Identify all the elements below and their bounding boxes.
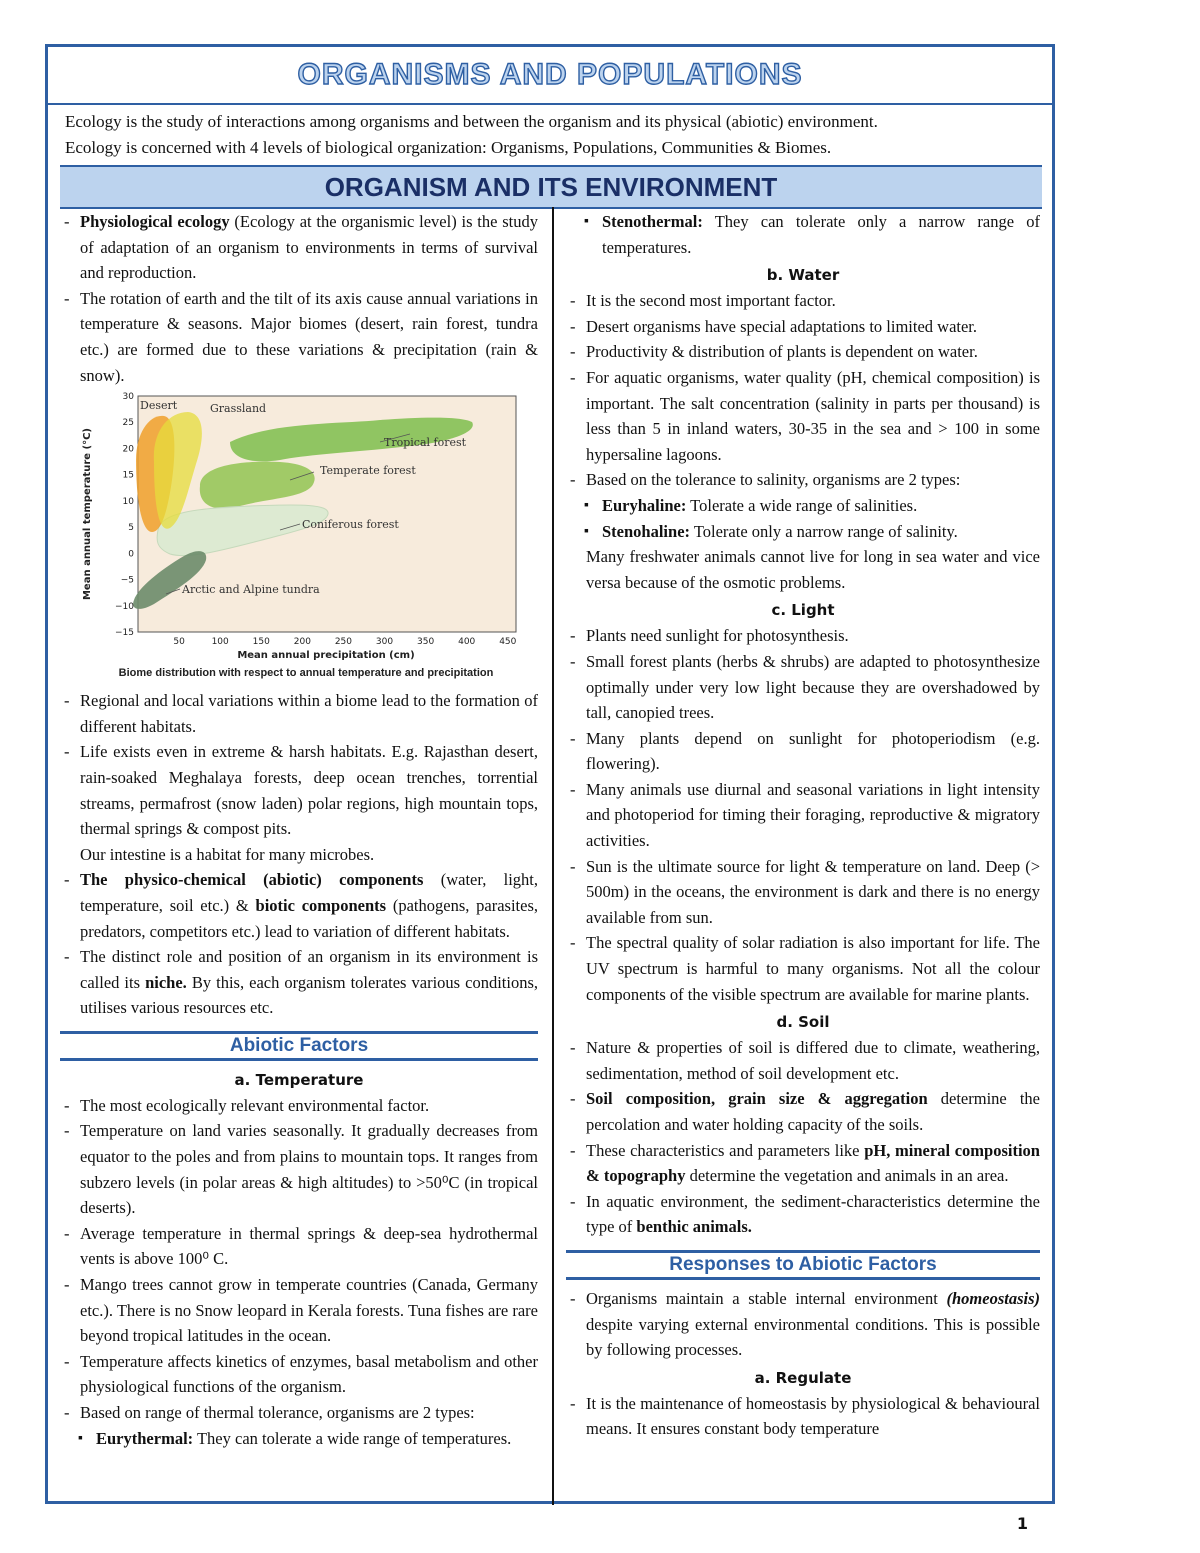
- text: They can tolerate a wide range of temperatures.: [193, 1428, 512, 1448]
- title-row: [48, 47, 1052, 105]
- intro: [65, 109, 1045, 161]
- y-tick-label: −10: [115, 601, 134, 612]
- list-item: - Sun is the ultimate source for light & temperature on land. Deep (> 500m) in the oceans, the environment is dark and there is no energy available from sun.: [566, 854, 1040, 931]
- list-item: [60, 867, 538, 944]
- y-tick-label: 30: [122, 392, 134, 403]
- x-tick-label: 50: [173, 637, 185, 648]
- list-item: - Average temperature in thermal springs & deep-sea hydrothermal vents is above 100⁰ C.: [60, 1221, 538, 1272]
- text: Tolerate a wide range of salinities.: [686, 495, 918, 515]
- list-item: [566, 1086, 1040, 1137]
- list-item: - The spectral quality of solar radiation is also important for life. The UV spectrum is harmful to many organisms. Not all the colour components of the visible spectrum are available for marine plants.: [566, 930, 1040, 1007]
- term: Physiological ecology: [80, 212, 230, 231]
- water-heading: b. Water: [766, 266, 840, 285]
- list-item: - For aquatic organisms, water quality (pH, chemical composition) is important. The salt concentration (salinity in parts per thousand) is less than 5 in inland waters, 30-35 in the sea and > 100 in some hypersaline lagoons.: [566, 365, 1040, 467]
- list-item: - Desert organisms have special adaptations to limited water.: [566, 314, 1040, 340]
- x-ticks: [173, 637, 516, 647]
- y-tick-label: 5: [128, 523, 134, 534]
- x-tick-label: 150: [252, 637, 270, 648]
- x-tick-label: 250: [334, 637, 353, 648]
- text: They can tolerate only a narrow range of temperatures.: [602, 212, 1040, 257]
- text: Organisms maintain a stable internal environment: [586, 1288, 947, 1308]
- page-frame: [45, 44, 1055, 1504]
- light-heading: c. Light: [771, 601, 835, 620]
- y-tick-label: 10: [122, 497, 134, 508]
- soil-heading: d. Soil: [776, 1013, 830, 1032]
- y-tick-label: −5: [120, 575, 134, 586]
- x-axis-label: Mean annual precipitation (cm): [237, 650, 415, 662]
- text: Tolerate only a narrow range of salinity.: [690, 521, 958, 541]
- x-tick-label: 450: [499, 637, 517, 648]
- list-item: [566, 1189, 1040, 1240]
- list-item: [566, 1286, 1040, 1363]
- label-coniferous-forest: Coniferous forest: [302, 518, 399, 532]
- x-tick-label: 100: [211, 637, 229, 648]
- y-axis-label: Mean annual temperature (°C): [82, 428, 93, 601]
- sub-item: [566, 209, 1040, 260]
- label-tropical-forest: Tropical forest: [384, 436, 467, 450]
- list-item: [566, 1138, 1040, 1189]
- term: Soil composition, grain size & aggregation: [586, 1089, 928, 1109]
- term: The physico-chemical (abiotic) components: [80, 870, 424, 890]
- page-number: 1: [1016, 1514, 1028, 1533]
- list-item: - Productivity & distribution of plants is dependent on water.: [566, 339, 1040, 365]
- list-item: - Many plants depend on sunlight for photoperiodism (e.g. flowering).: [566, 726, 1040, 777]
- x-tick-label: 350: [417, 637, 435, 648]
- term: (homeostasis): [946, 1288, 1040, 1308]
- page-title: ORGANISMS AND POPULATIONS: [297, 58, 803, 91]
- list-item: - The rotation of earth and the tilt of its axis cause annual variations in temperature & seasons. Major biomes (desert, rain forest, tundra etc.) are formed due to these variations & precipitation (rain & snow).: [60, 286, 538, 388]
- list-note: Our intestine is a habitat for many microbes.: [80, 844, 375, 864]
- y-tick-label: 25: [122, 418, 134, 429]
- text: The distinct role and position of an organism in its environment is called its: [80, 947, 538, 992]
- text: (pathogens, parasites, predators, competitors etc.) lead to variation of different habitats.: [80, 895, 539, 941]
- list-item: [60, 209, 538, 286]
- list-item: - Many animals use diurnal and seasonal variations in light intensity and photoperiod for timing their foraging, reproductive & migratory activities.: [566, 777, 1040, 854]
- list-item: - Regional and local variations within a biome lead to the formation of different habitats.: [60, 688, 538, 739]
- term: biotic components: [255, 895, 387, 915]
- term: niche.: [145, 972, 187, 992]
- section-band: ORGANISM AND ITS ENVIRONMENT: [60, 165, 1042, 209]
- intro-line-2: Ecology is concerned with 4 levels of biological organization: Organisms, Populations, Communities & Biomes.: [65, 138, 832, 157]
- list-item: - Small forest plants (herbs & shrubs) are adapted to photosynthesize optimally under very low light because they are overshadowed by tall, canopied trees.: [566, 649, 1040, 726]
- label-grassland: Grassland: [210, 402, 267, 416]
- column-divider: [552, 207, 554, 1505]
- list-item: - Life exists even in extreme & harsh habitats. E.g. Rajasthan desert, rain-soaked Meghalaya forests, deep ocean trenches, torrential streams, permafrost (snow laden) polar regions, high mountain tops, thermal springs & compost pits.: [60, 739, 538, 841]
- x-tick-label: 400: [458, 637, 476, 648]
- text: (Ecology at the organismic level) is the study of adaptation of an organism to environments in terms of survival and reproduction.: [80, 212, 539, 283]
- list-item: - Based on range of thermal tolerance, organisms are 2 types:: [60, 1400, 538, 1426]
- list-item: - It is the maintenance of homeostasis by physiological & behavioural means. It ensures constant body temperature: [566, 1391, 1040, 1442]
- y-tick-label: 15: [122, 470, 134, 481]
- chart-caption: Biome distribution with respect to annual temperature and precipitation: [118, 667, 494, 680]
- list-item: - Temperature on land varies seasonally. It gradually decreases from equator to the poles and from plains to mountain tops. It ranges from subzero levels (in polar areas & high altitudes) to >50⁰C (in tropical deserts).: [60, 1118, 538, 1220]
- text: despite varying external environmental conditions. This is possible by following processes.: [586, 1314, 1040, 1360]
- y-tick-label: 20: [122, 444, 134, 455]
- biome-chart: [80, 390, 532, 684]
- y-tick-label: 0: [128, 549, 134, 560]
- label-desert: Desert: [140, 399, 178, 413]
- abiotic-factors-heading: Abiotic Factors: [60, 1031, 538, 1061]
- list-item: - The most ecologically relevant environmental factor.: [60, 1093, 538, 1119]
- text: determine the vegetation and animals in an area.: [685, 1166, 1009, 1186]
- x-tick-label: 200: [293, 637, 311, 648]
- text: (water, light, temperature, soil etc.) &: [80, 870, 538, 915]
- sub-item: [566, 493, 1040, 519]
- y-tick-label: −15: [115, 628, 134, 639]
- list-item: - It is the second most important factor.: [566, 288, 1040, 314]
- list-note: Many freshwater animals cannot live for long in sea water and vice versa because of the osmotic problems.: [586, 547, 1040, 592]
- list-item: - Temperature affects kinetics of enzymes, basal metabolism and other physiological functions of the organism.: [60, 1349, 538, 1400]
- regulate-heading: a. Regulate: [754, 1368, 852, 1387]
- term: Eurythermal:: [96, 1428, 194, 1448]
- temperature-heading: a. Temperature: [234, 1070, 364, 1089]
- list-item: - Plants need sunlight for photosynthesis.: [566, 623, 1040, 649]
- left-column: [60, 209, 538, 1451]
- list-item: - Nature & properties of soil is differed due to climate, weathering, sedimentation, method of soil development etc.: [566, 1035, 1040, 1086]
- label-temperate-forest: Temperate forest: [320, 464, 416, 478]
- sub-item: [566, 519, 1040, 545]
- sub-item: [60, 1426, 538, 1452]
- term: Stenohaline:: [602, 521, 691, 541]
- biome-chart-svg: [80, 390, 532, 684]
- list-item: [60, 944, 538, 1021]
- responses-heading: Responses to Abiotic Factors: [566, 1250, 1040, 1280]
- label-tundra: Arctic and Alpine tundra: [182, 583, 320, 597]
- term: pH, mineral composition & topography: [586, 1140, 1040, 1186]
- intro-line-1: Ecology is the study of interactions among organisms and between the organism and its physical (abiotic) environment.: [65, 112, 878, 131]
- text: In aquatic environment, the sediment-characteristics determine the type of: [586, 1191, 1040, 1237]
- term: benthic animals.: [636, 1217, 752, 1237]
- y-ticks: [115, 392, 134, 638]
- list-item: - Mango trees cannot grow in temperate countries (Canada, Germany etc.). There is no Snow leopard in Kerala forests. Tuna fishes are rare beyond tropical latitudes in the ocean.: [60, 1272, 538, 1349]
- text: These characteristics and parameters like: [586, 1140, 865, 1160]
- x-tick-label: 300: [375, 637, 394, 648]
- term: Stenothermal:: [602, 212, 703, 231]
- right-column: [566, 209, 1040, 1442]
- text: determine the percolation and water holding capacity of the soils.: [586, 1089, 1040, 1134]
- text: By this, each organism tolerates various conditions, utilises various resources etc.: [80, 972, 538, 1018]
- term: Euryhaline:: [602, 495, 687, 515]
- list-item: - Based on the tolerance to salinity, organisms are 2 types:: [566, 467, 1040, 493]
